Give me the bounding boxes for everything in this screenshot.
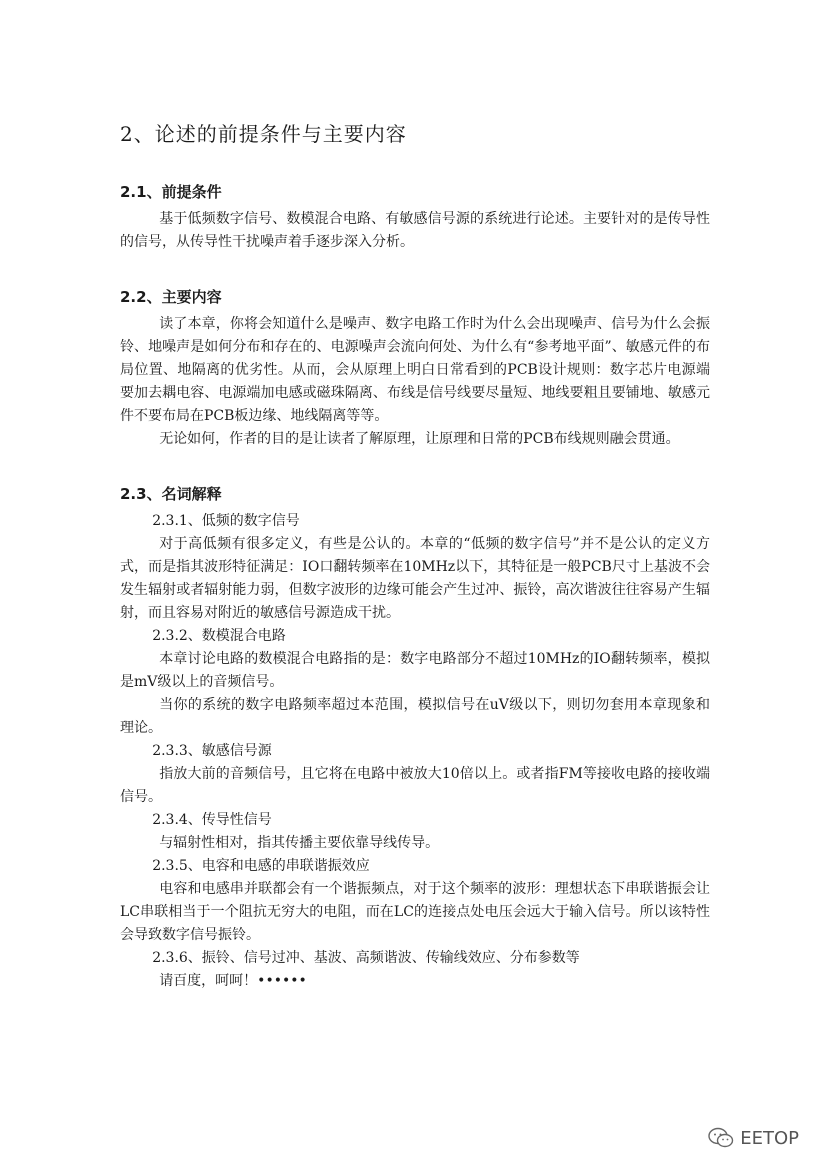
subsection-heading-2-3-4: 2.3.4、传导性信号 bbox=[152, 812, 272, 828]
section-heading-2-3: 2.3、名词解释 bbox=[120, 485, 222, 503]
subsection-heading-2-3-6: 2.3.6、振铃、信号过冲、基波、高频谐波、传输线效应、分布参数等 bbox=[152, 950, 580, 966]
page-title: 2、论述的前提条件与主要内容 bbox=[120, 122, 407, 146]
paragraph: 当你的系统的数字电路频率超过本范围，模拟信号在uV级以下，则切勿套用本章现象和理论。 bbox=[120, 697, 710, 736]
paragraph: 对于高低频有很多定义，有些是公认的。本章的“低频的数字信号”并不是公认的定义方式，而是指其波形特征满足：IO口翻转频率在10MHz以下，其特征是一般PCB尺寸上基波不会发生辐射或者辐射能力弱，但数字波形的边缘可能会产生过冲、振铃，高次谐波往往容易产生辐射，而且容易对附近的敏感信号源造成干扰。 bbox=[120, 536, 710, 621]
paragraph: 请百度，呵呵！•••••• bbox=[159, 973, 307, 989]
paragraph: 无论如何，作者的目的是让读者了解原理，让原理和日常的PCB布线规则融会贯通。 bbox=[159, 431, 680, 447]
document-page bbox=[120, 118, 710, 993]
paragraph: 本章讨论电路的数模混合电路指的是：数字电路部分不超过10MHz的IO翻转频率，模拟是mV级以上的音频信号。 bbox=[120, 651, 710, 690]
wechat-icon bbox=[708, 1127, 734, 1149]
paragraph: 与辐射性相对，指其传播主要依靠导线传导。 bbox=[159, 835, 440, 851]
paragraph: 电容和电感串并联都会有一个谐振频点，对于这个频率的波形：理想状态下串联谐振会让LC串联相当于一个阻抗无穷大的电阻，而在LC的连接点处电压会远大于输入信号。所以该特性会导致数字信号振铃。 bbox=[120, 881, 710, 943]
watermark bbox=[708, 1127, 799, 1149]
paragraph: 指放大前的音频信号，且它将在电路中被放大10倍以上。或者指FM等接收电路的接收端信号。 bbox=[120, 766, 710, 805]
subsection-heading-2-3-1: 2.3.1、低频的数字信号 bbox=[152, 513, 300, 529]
subsection-heading-2-3-3: 2.3.3、敏感信号源 bbox=[152, 743, 272, 759]
subsection-heading-2-3-2: 2.3.2、数模混合电路 bbox=[152, 628, 286, 644]
paragraph: 读了本章，你将会知道什么是噪声、数字电路工作时为什么会出现噪声、信号为什么会振铃、地噪声是如何分布和存在的、电源噪声会流向何处、为什么有“参考地平面”、敏感元件的布局位置、地隔离的优劣性。从而，会从原理上明白日常看到的PCB设计规则：数字芯片电源端要加去耦电容、电源端加电感或磁珠隔离、布线是信号线要尽量短、地线要粗且要铺地、敏感元件不要布局在PCB板边缘、地线隔离等等。 bbox=[120, 316, 710, 424]
watermark-text: EETOP bbox=[740, 1127, 799, 1149]
paragraph: 基于低频数字信号、数模混合电路、有敏感信号源的系统进行论述。主要针对的是传导性的信号，从传导性干扰噪声着手逐步深入分析。 bbox=[120, 211, 710, 250]
subsection-heading-2-3-5: 2.3.5、电容和电感的串联谐振效应 bbox=[152, 858, 370, 874]
section-heading-2-1: 2.1、前提条件 bbox=[120, 183, 222, 201]
section-heading-2-2: 2.2、主要内容 bbox=[120, 288, 222, 306]
